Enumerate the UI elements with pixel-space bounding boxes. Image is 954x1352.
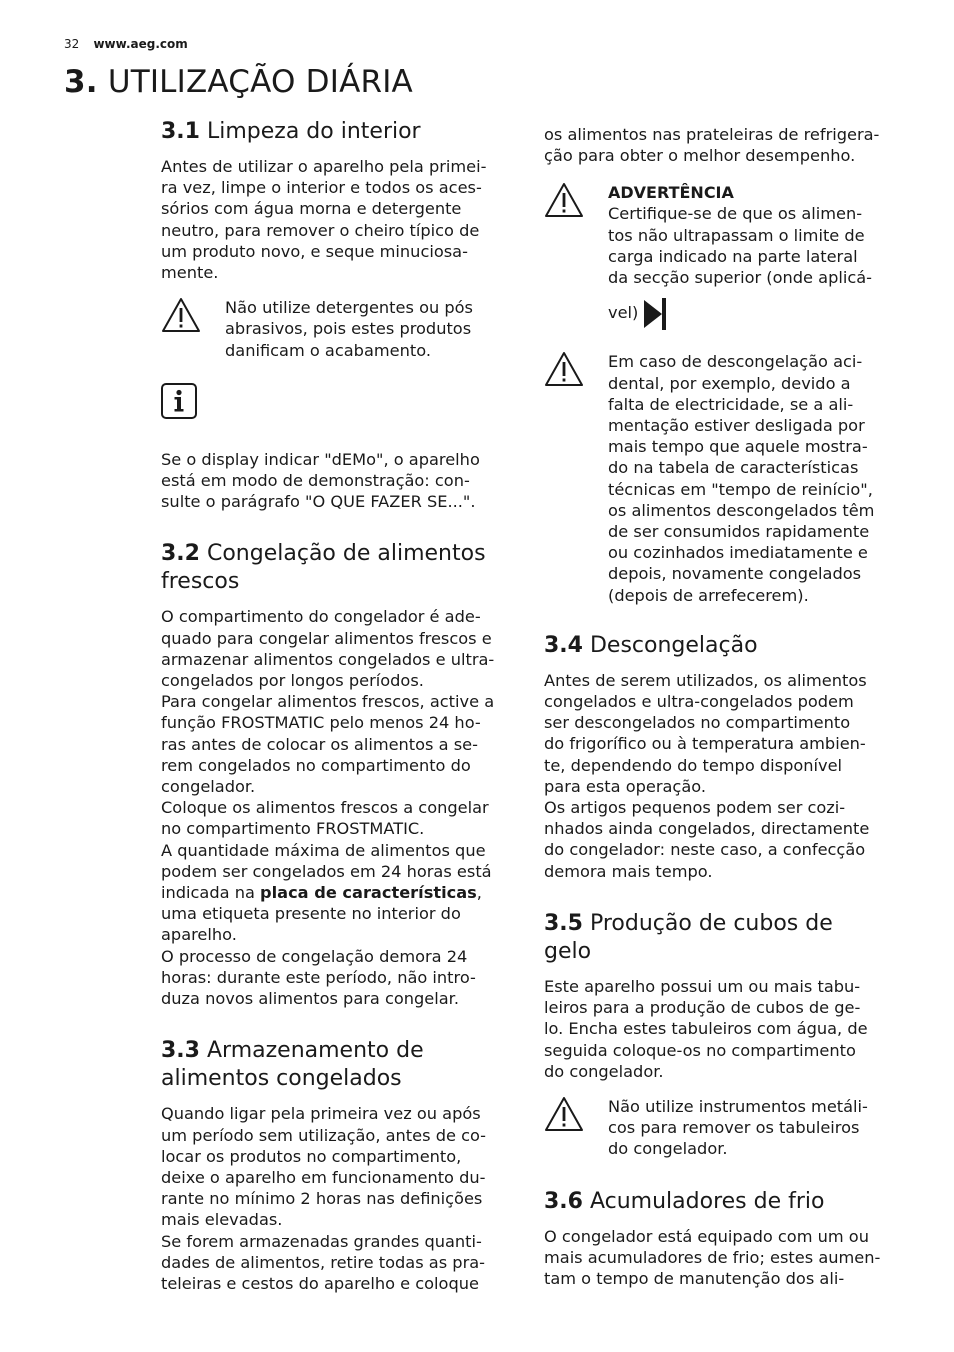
warning-notice xyxy=(544,182,896,337)
caution-text: Em caso de descongelação aci- dental, por exemplo, devido a falta de electricidade, se a ali- mentação estiver desligada por mais tempo que aquele mostra- do na tabela de características técnicas em "tempo de reinício", os alimentos descongelados têm de ser consumidos rapidamente ou cozinhados imediatamente e depois, novamente congelados (depois de arrefecerem). xyxy=(608,352,875,605)
section-number: 3.5 xyxy=(544,910,583,936)
paragraph xyxy=(161,606,513,1009)
paragraph: Quando ligar pela primeira vez ou após um período sem utilização, antes de co- locar os produtos no compartimento, deixe o aparelho em funcionamento du- rante no mínimo 2 horas nas definições mais elevadas. Se forem armazenadas grandes quanti- dades de alimentos, retire todas as pra- teleiras e cestos do aparelho e coloque xyxy=(161,1104,487,1293)
section-heading xyxy=(161,540,513,596)
section-3-1 xyxy=(161,118,513,512)
caution-text: Não utilize instrumentos metáli- cos para remover os tabuleiros do congelador. xyxy=(608,1096,868,1159)
section-3-6 xyxy=(544,1188,896,1290)
right-column xyxy=(544,124,896,1317)
paragraph-text-end: , uma etiqueta presente no interior do aparelho. O processo de congelação demora 24 horas: durante este período, não intro- duza novos alimentos para congelar. xyxy=(161,883,482,1009)
section-heading xyxy=(544,1188,896,1216)
chapter-title-text: UTILIZAÇÃO DIÁRIA xyxy=(107,64,413,100)
warning-triangle-icon xyxy=(161,297,225,333)
section-heading xyxy=(161,118,513,146)
section-3-2 xyxy=(161,540,513,1009)
paragraph: O congelador está equipado com um ou mais acumuladores de frio; estes aumen- tam o tempo de manutenção dos ali- xyxy=(544,1226,881,1288)
section-3-3 xyxy=(161,1037,513,1294)
info-icon xyxy=(161,383,197,419)
section-title: Acumuladores de frio xyxy=(589,1188,825,1214)
warning-title: ADVERTÊNCIA xyxy=(608,183,734,203)
website-link[interactable]: www.aeg.com xyxy=(93,37,188,51)
section-title: Armazenamento de alimentos congelados xyxy=(161,1038,424,1092)
section-number: 3.6 xyxy=(544,1188,583,1214)
section-number: 3.1 xyxy=(161,119,200,144)
caution-notice xyxy=(544,1096,896,1160)
paragraph-text: O compartimento do congelador é ade- quado para congelar alimentos frescos e armazenar alimentos congelados e ultra- congelados por longos períodos. Para congelar alimentos frescos, active a função FROSTMATIC pelo menos 24 ho- ras antes de colocar os alimentos a se- rem congelados no compartimento do congelador. Coloque os alimentos frescos a congelar no compartimento FROSTMATIC. A quantidade máxima de alimentos que podem ser congelados em 24 horas está indicada na xyxy=(161,607,495,903)
section-number: 3.3 xyxy=(161,1038,200,1064)
warning-text-tail: vel) xyxy=(608,303,639,323)
caution-notice xyxy=(161,297,513,361)
paragraph: Antes de serem utilizados, os alimentos congelados e ultra-congelados podem ser descongelados no compartimento do frigorífico ou à temperatura ambien- te, dependendo do tempo disponível para esta operação. Os artigos pequenos podem ser cozi- nhados ainda congelados, directamente do congelador: neste caso, a confecção demora mais tempo. xyxy=(544,670,870,881)
section-title: Produção de cubos de gelo xyxy=(544,910,833,964)
load-limit-symbol-icon xyxy=(642,296,668,337)
paragraph: Este aparelho possui um ou mais tabu- leiros para a produção de cubos de ge- lo. Encha estes tabuleiros com água, de seguida coloque-os no compartimento do congelador. xyxy=(544,976,868,1081)
section-title: Congelação de alimentos frescos xyxy=(161,541,486,595)
section-3-5 xyxy=(544,910,896,1160)
continued-paragraph: os alimentos nas prateleiras de refrigera- ção para obter o melhor desempenho. xyxy=(544,125,880,166)
section-title: Descongelação xyxy=(589,632,758,658)
section-heading xyxy=(544,910,896,966)
section-heading xyxy=(161,1037,513,1093)
section-number: 3.2 xyxy=(161,541,200,567)
bold-term: placa de características xyxy=(260,883,477,903)
page-number: 32 xyxy=(64,37,80,51)
caution-text: Não utilize detergentes ou pós abrasivos, pois estes produtos danificam o acabamento. xyxy=(225,298,473,360)
paragraph: Antes de utilizar o aparelho pela primei- ra vez, limpe o interior e todos os aces- sórios com água morna e detergente neutro, para remover o cheiro típico de um produto novo, e seque minuciosa- mente. xyxy=(161,157,487,283)
warning-triangle-icon xyxy=(544,351,608,387)
warning-triangle-icon xyxy=(544,1096,608,1132)
left-column xyxy=(161,118,513,1322)
section-heading xyxy=(544,632,896,660)
info-notice xyxy=(161,383,513,419)
section-number: 3.4 xyxy=(544,632,583,658)
caution-notice xyxy=(544,351,896,605)
page-header xyxy=(64,37,188,51)
section-3-4 xyxy=(544,632,896,882)
chapter-number: 3. xyxy=(64,64,98,100)
section-title: Limpeza do interior xyxy=(206,119,421,144)
info-text: Se o display indicar "dEMo", o aparelho está em modo de demonstração: con- sulte o parágrafo "O QUE FAZER SE...". xyxy=(161,449,480,512)
warning-text-end xyxy=(608,296,896,337)
warning-text: Certifique-se de que os alimen- tos não ultrapassam o limite de carga indicado na parte lateral da secção superior (onde aplicá- xyxy=(608,204,872,288)
warning-triangle-icon xyxy=(544,182,608,218)
chapter-title xyxy=(64,64,413,100)
